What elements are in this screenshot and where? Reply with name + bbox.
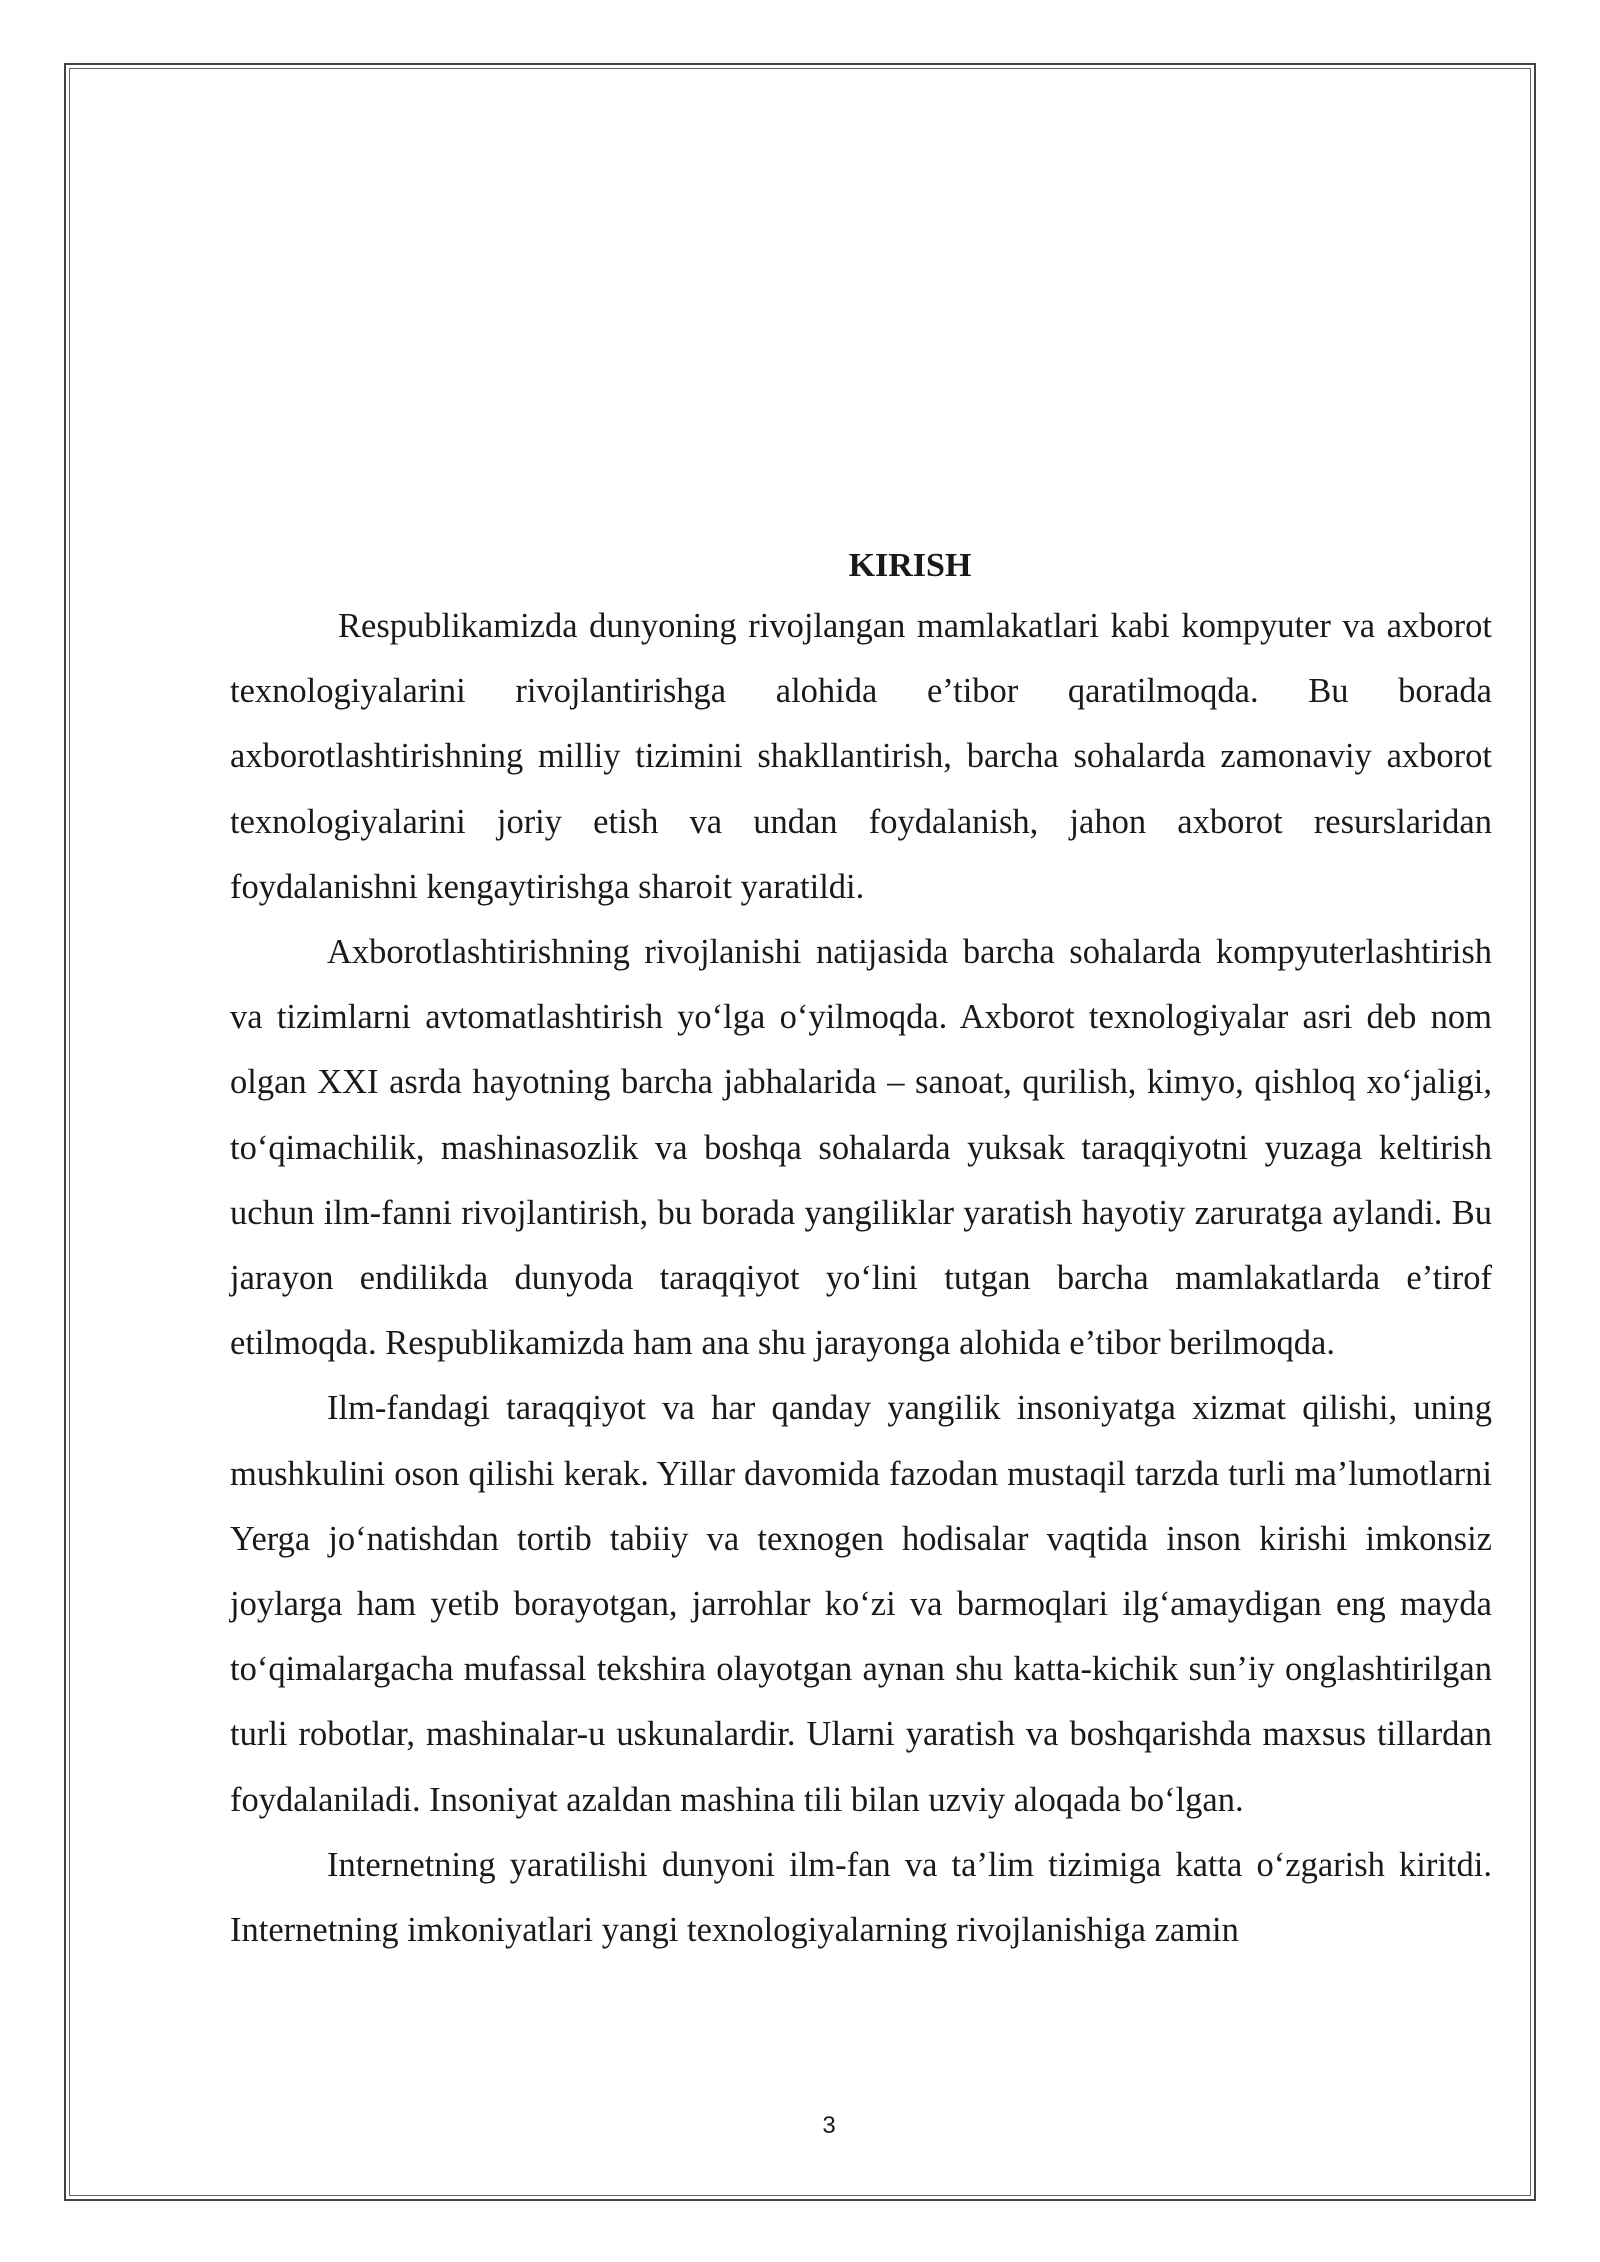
page-number: 3 — [822, 2112, 836, 2139]
document-body — [230, 538, 1492, 1963]
paragraph-2: Axborotlashtirishning rivojlanishi natijasida barcha sohalarda kompyuterlashtirish va tizimlarni avtomatlashtirish yo‘lga o‘yilmoqda. Axborot texnologiyalar asri deb nom olgan XXI asrda hayotning barcha jabhalarida – sanoat, qurilish, kimyo, qishloq xo‘jaligi, to‘qimachilik, mashinasozlik va boshqa sohalarda yuksak taraqqiyotni yuzaga keltirish uchun ilm-fanni rivojlantirish, bu borada yangiliklar yaratish hayotiy zaruratga aylandi. Bu jarayon endilikda dunyoda taraqqiyot yo‘lini tutgan barcha mamlakatlarda e’tirof etilmoqda. Respublikamizda ham ana shu jarayonga alohida e’tibor berilmoqda. — [230, 933, 1492, 1363]
paragraph-1: Respublikamizda dunyoning rivojlangan mamlakatlari kabi kompyuter va axborot texnologiyalarini rivojlantirishga alohida e’tibor qaratilmoqda. Bu borada axborotlashtirishning milliy tizimini shakllantirish, barcha sohalarda zamonaviy axborot texnologiyalarini joriy etish va undan foydalanish, jahon axborot resurslaridan foydalanishni kengaytirishga sharoit yaratildi. — [230, 607, 1492, 906]
section-title: KIRISH — [848, 547, 972, 584]
paragraph-3: Ilm-fandagi taraqqiyot va har qanday yangilik insoniyatga xizmat qilishi, uning mushkulini oson qilishi kerak. Yillar davomida fazodan mustaqil tarzda turli ma’lumotlarni Yerga jo‘natishdan tortib tabiiy va texnogen hodisalar vaqtida inson kirishi imkonsiz joylarga ham yetib borayotgan, jarrohlar ko‘zi va barmoqlari ilg‘amaydigan eng mayda to‘qimalargacha mufassal tekshira olayotgan aynan shu katta-kichik sun’iy onglashtirilgan turli robotlar, mashinalar-u uskunalardir. Ularni yaratish va boshqarishda maxsus tillardan foydalaniladi. Insoniyat azaldan mashina tili bilan uzviy aloqada bo‘lgan. — [230, 1389, 1492, 1819]
paragraph-4: Internetning yaratilishi dunyoni ilm-fan va ta’lim tizimiga katta o‘zgarish kiritdi. Internetning imkoniyatlari yangi texnologiyalarning rivojlanishiga zamin — [230, 1845, 1492, 1950]
